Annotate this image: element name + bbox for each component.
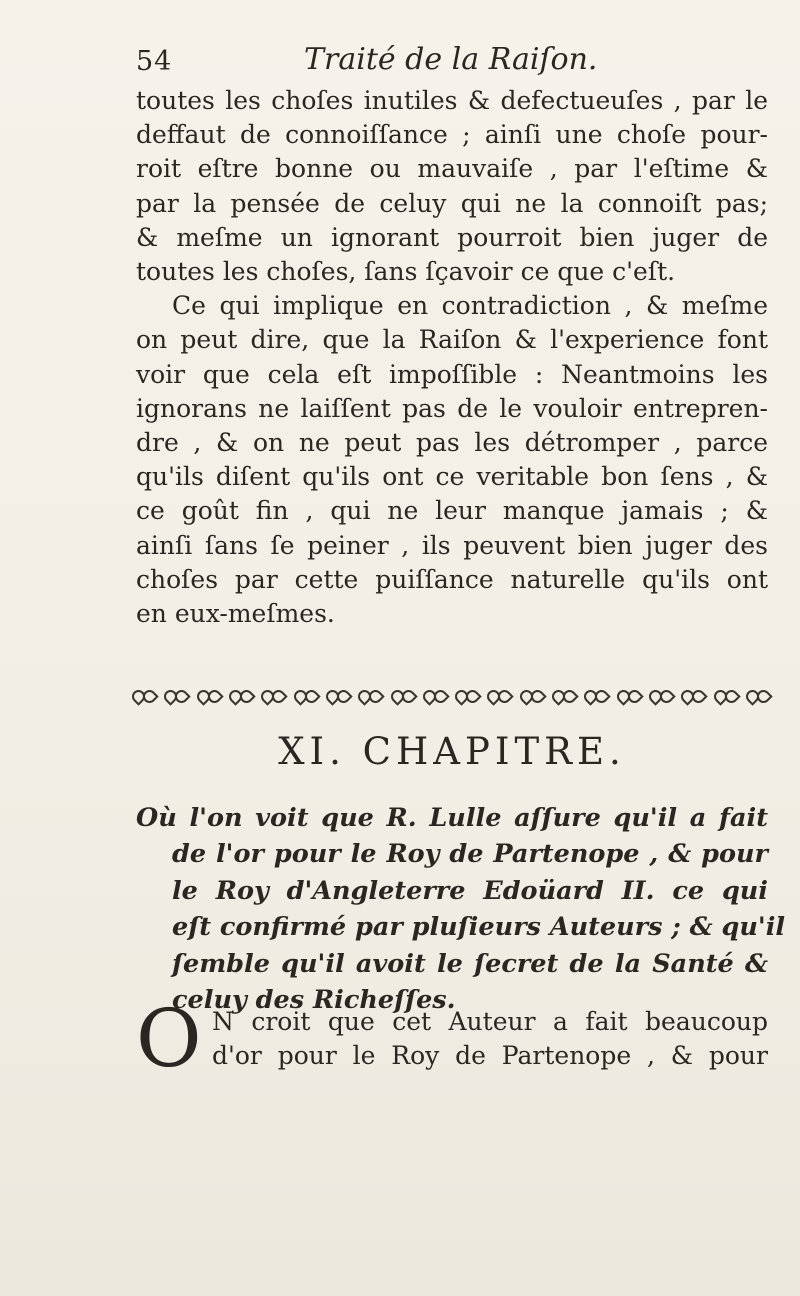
ornament-fleuron-icon xyxy=(324,688,350,701)
ornament-fleuron-icon xyxy=(227,688,253,701)
ornament-fleuron-icon xyxy=(195,688,221,701)
text-line: ce goût fin , qui ne leur manque jamais ; & xyxy=(136,496,768,526)
chapter-summary xyxy=(136,800,786,1018)
ornament-fleuron-icon xyxy=(518,688,544,701)
ornament-fleuron-icon xyxy=(647,688,673,701)
paragraph xyxy=(136,289,768,631)
drop-cap: O xyxy=(136,992,202,1085)
text-line: toutes les choſes, ſans ſçavoir ce que c'eſt. xyxy=(136,257,676,287)
text-line: Ce qui implique en contradiction , & meſme xyxy=(172,291,768,321)
text-line: en eux-meſmes. xyxy=(136,599,335,629)
ornament-fleuron-icon xyxy=(389,688,415,701)
text-line: N croit que cet Auteur a fait beaucoup xyxy=(212,1007,768,1036)
text-line: deffaut de connoiſſance ; ainſi une choſe pour- xyxy=(136,120,768,150)
page-number: 54 xyxy=(136,46,173,77)
ornament-fleuron-icon xyxy=(421,688,447,701)
text-line: toutes les choſes inutiles & defectueuſes , par le xyxy=(136,86,768,115)
text-line: voir que cela eſt impoſſible : Neantmoins les xyxy=(136,359,768,389)
text-line: ainſi ſans ſe peiner , ils peuvent bien juger des xyxy=(136,530,768,560)
ornament-fleuron-icon xyxy=(582,688,608,701)
ornament-fleuron-icon xyxy=(615,688,641,701)
page-header xyxy=(136,42,766,88)
body-text xyxy=(136,84,768,631)
summary-line: Où l'on voit que R. Lulle aſſure qu'il a fait xyxy=(136,803,768,833)
chapter-heading: XI. CHAPITRE. xyxy=(278,730,626,773)
summary-line: celuy des Richeſſes. xyxy=(172,985,456,1016)
summary-line: ſemble qu'il avoit le ſecret de la Santé & xyxy=(172,948,768,979)
paragraph-continued xyxy=(136,84,768,289)
summary-line: de l'or pour le Roy de Partenope , & pour xyxy=(172,839,768,870)
text-line: ignorans ne laiſſent pas de le vouloir entrepren- xyxy=(136,393,768,423)
summary-line: eſt confirmé par pluſieurs Auteurs ; & qu'il xyxy=(172,912,786,943)
ornament-fleuron-icon xyxy=(259,688,285,701)
text-line: par la pensée de celuy qui ne la connoiſt pas; xyxy=(136,188,768,218)
running-title: Traité de la Raiſon. xyxy=(304,42,598,77)
text-line: on peut dire, que la Raiſon & l'experience font xyxy=(136,325,768,355)
ornament-fleuron-icon xyxy=(550,688,576,701)
ornament-fleuron-icon xyxy=(453,688,479,701)
ornament-fleuron-icon xyxy=(356,688,382,701)
text-line: d'or pour le Roy de Partenope , & pour xyxy=(212,1041,768,1071)
ornament-fleuron-icon xyxy=(162,688,188,701)
ornament-fleuron-icon xyxy=(712,688,738,701)
text-line: dre , & on ne peut pas les détromper , parce xyxy=(136,428,768,458)
ornament-fleuron-icon xyxy=(485,688,511,701)
ornament-fleuron-icon xyxy=(679,688,705,701)
text-line: & meſme un ignorant pourroit bien juger de xyxy=(136,222,768,252)
ornament-divider xyxy=(130,684,770,704)
ornament-fleuron-icon xyxy=(744,688,770,701)
ornament-fleuron-icon xyxy=(130,688,156,701)
text-line: qu'ils diſent qu'ils ont ce veritable bon ſens , & xyxy=(136,462,768,492)
ornament-fleuron-icon xyxy=(292,688,318,701)
text-line: roit eſtre bonne ou mauvaiſe , par l'eſtime & xyxy=(136,154,768,184)
summary-line: le Roy d'Angleterre Edoüard II. ce qui xyxy=(172,875,768,906)
text-line: choſes par cette puiſſance naturelle qu'ils ont xyxy=(136,564,768,594)
